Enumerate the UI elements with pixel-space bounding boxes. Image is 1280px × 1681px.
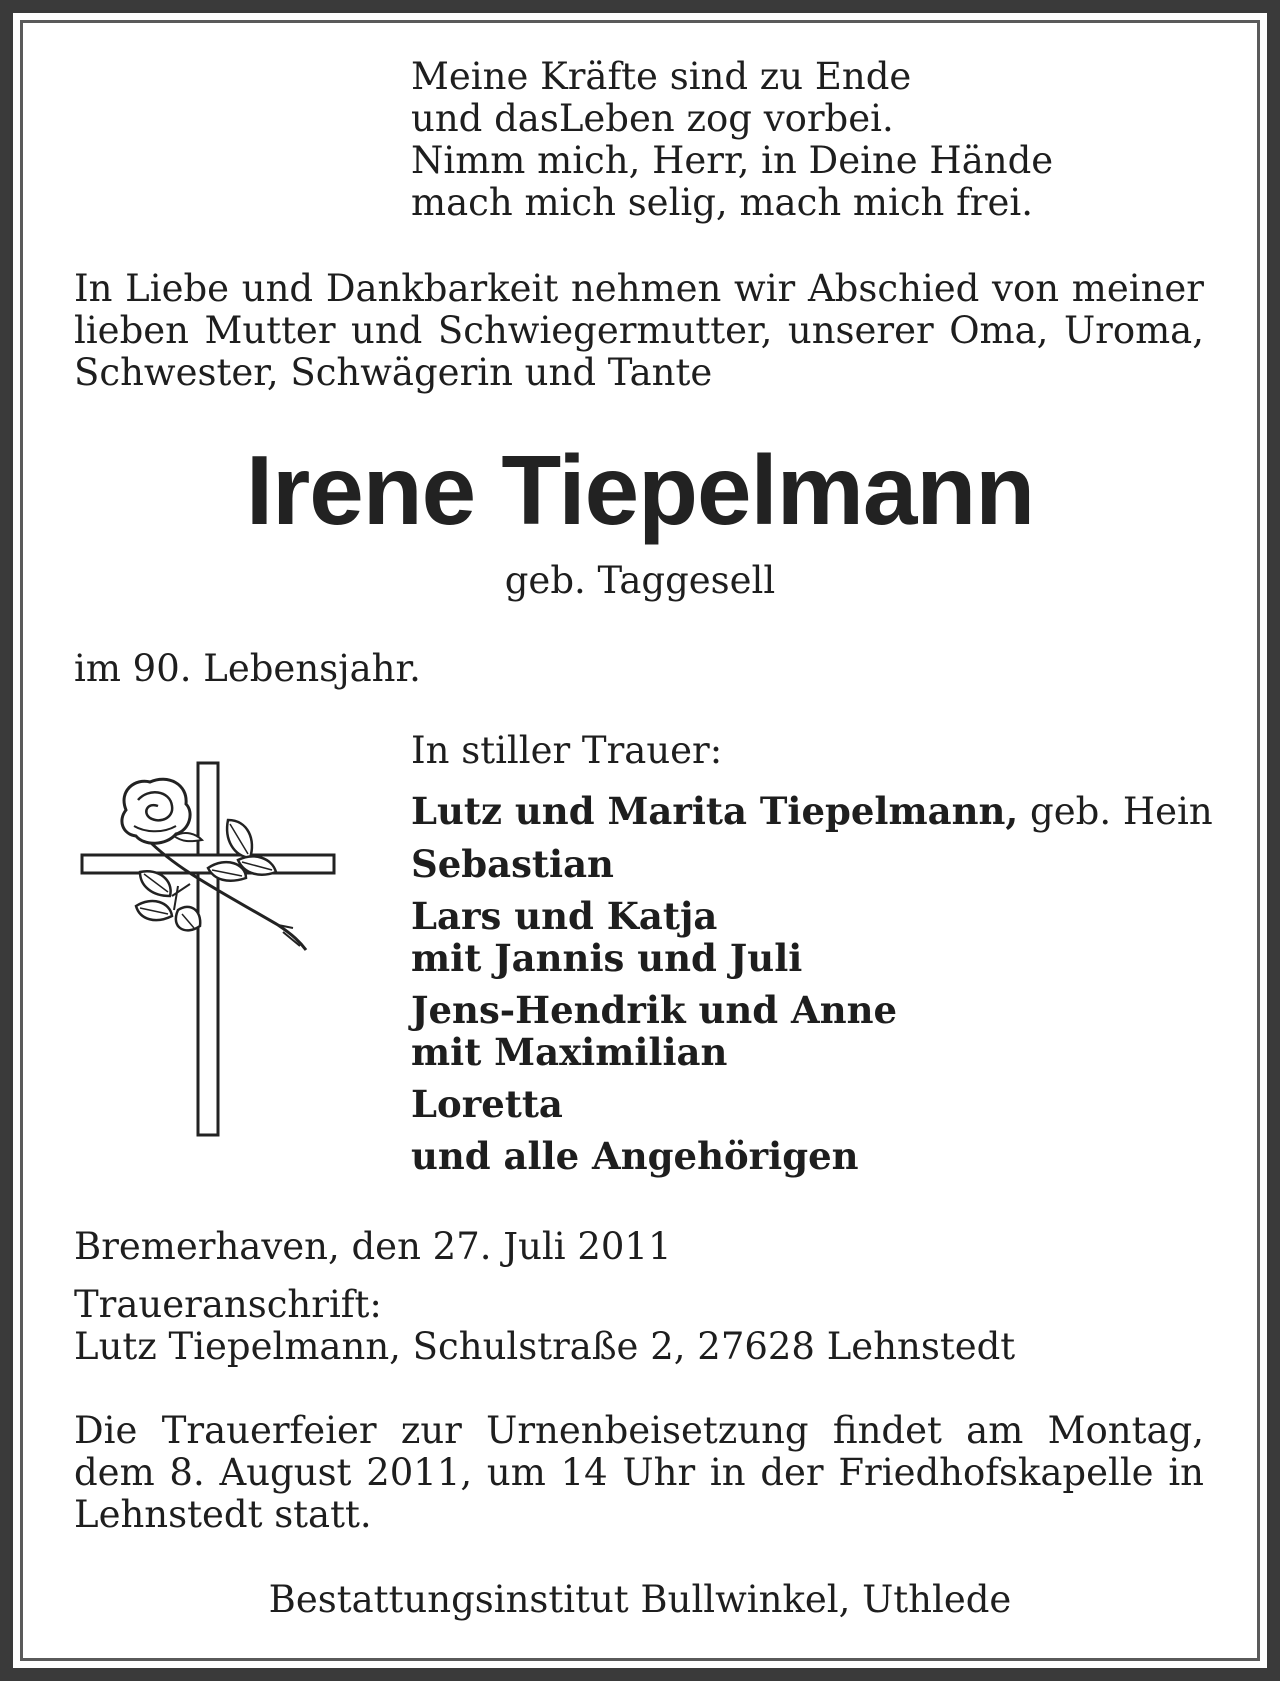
cross-with-rose-icon (78, 760, 338, 1140)
age-text: im 90. Lebensjahr. (74, 647, 421, 690)
address-label: Traueranschrift: (74, 1283, 382, 1326)
poem-line: Nimm mich, Herr, in Deine Hände (411, 139, 1054, 182)
poem-line: mach mich selig, mach mich frei. (411, 181, 1034, 224)
mourner-entry (411, 790, 1213, 833)
mourner-entry (411, 843, 1213, 885)
mourner-name: Lutz und Marita Tiepelmann, (411, 789, 1019, 833)
mourner-entry (411, 989, 1213, 1073)
mourner-name: Loretta (411, 1082, 563, 1126)
mourner-name: Jens-Hendrik und Anne (411, 988, 898, 1032)
intro-text: In Liebe und Dankbarkeit nehmen wir Abschied von meiner lieben Mutter und Schwiegermutter, unserer Oma, Uroma, Schwester, Schwägerin und Tante (74, 267, 1204, 394)
mourners-list (411, 790, 1213, 1187)
undertaker: Bestattungsinstitut Bullwinkel, Uthlede (268, 1578, 1012, 1621)
mourner-children: mit Maximilian (411, 1030, 728, 1074)
mourner-name: Sebastian (411, 842, 614, 886)
birth-name: geb. Taggesell (504, 559, 776, 602)
poem (411, 56, 1053, 224)
poem-line: und dasLeben zog vorbei. (411, 97, 894, 140)
mourner-name: und alle Angehörigen (411, 1134, 859, 1178)
mourner-entry (411, 1083, 1213, 1125)
address-value: Lutz Tiepelmann, Schulstraße 2, 27628 Lehnstedt (74, 1325, 1016, 1368)
mourning-address (74, 1284, 1015, 1368)
service-text: Die Trauerfeier zur Urnenbeisetzung findet am Montag, dem 8. August 2011, um 14 Uhr in der Friedhofskapelle in Lehnstedt statt. (74, 1409, 1204, 1536)
mourners-heading: In stiller Trauer: (411, 729, 723, 772)
poem-line: Meine Kräfte sind zu Ende (411, 55, 912, 98)
mourner-name: Lars und Katja (411, 894, 718, 938)
mourner-suffix: geb. Hein (1018, 790, 1213, 833)
mourner-children: mit Jannis und Juli (411, 936, 803, 980)
deceased-name: Irene Tiepelmann (245, 435, 1035, 545)
place-date: Bremerhaven, den 27. Juli 2011 (74, 1225, 672, 1268)
mourner-entry (411, 1135, 1213, 1177)
mourner-entry (411, 895, 1213, 979)
